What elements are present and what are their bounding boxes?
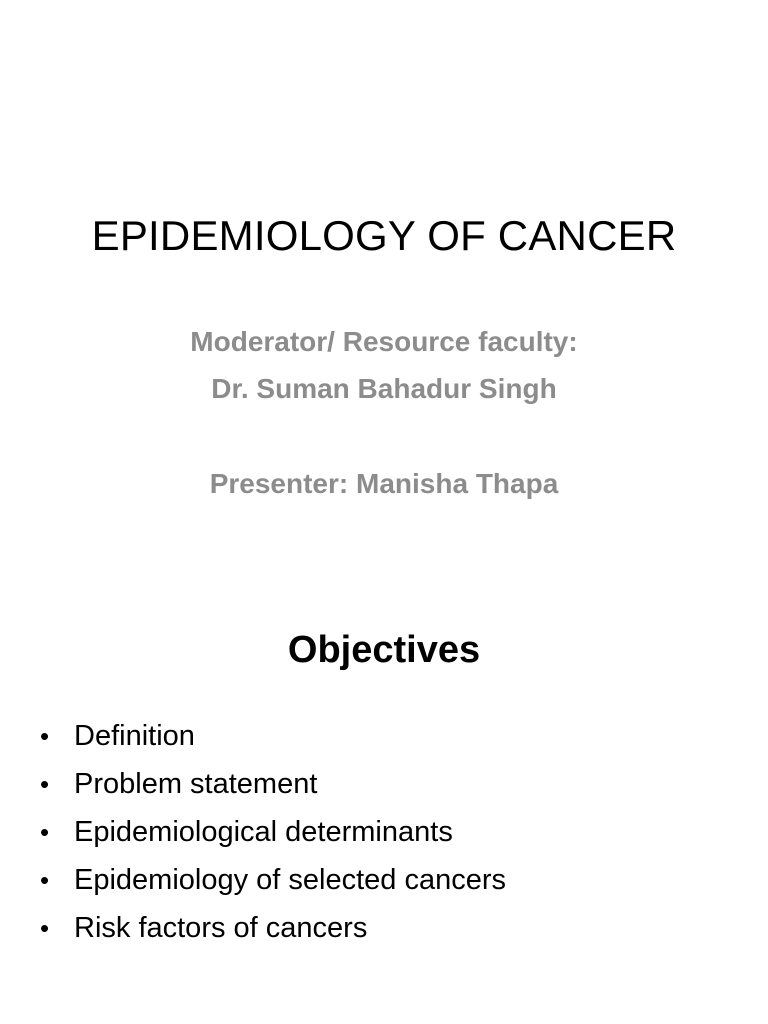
subtitle-block [0, 318, 768, 507]
list-item-text: Definition [74, 719, 195, 752]
list-item-text: Problem statement [74, 767, 318, 800]
bullet-icon: • [40, 769, 50, 799]
moderator-label: Moderator/ Resource faculty: [190, 326, 578, 357]
list-item [40, 904, 506, 952]
presenter-name: Presenter: Manisha Thapa [209, 468, 559, 499]
presentation-title: EPIDEMIOLOGY OF CANCER [91, 212, 677, 259]
list-item [40, 856, 506, 904]
bullet-icon: • [40, 817, 50, 847]
bullet-icon: • [40, 865, 50, 895]
moderator-name: Dr. Suman Bahadur Singh [211, 373, 557, 404]
objectives-list [40, 712, 506, 952]
list-item [40, 712, 506, 760]
objectives-slide [0, 576, 768, 1024]
list-item-text: Epidemiological determinants [74, 815, 453, 848]
list-item [40, 760, 506, 808]
list-item-text: Epidemiology of selected cancers [74, 863, 507, 896]
list-item-text: Risk factors of cancers [74, 911, 368, 944]
list-item [40, 808, 506, 856]
bullet-icon: • [40, 913, 50, 943]
subtitle-spacer [0, 412, 768, 460]
bullet-icon: • [40, 721, 50, 751]
objectives-title: Objectives [287, 629, 481, 671]
